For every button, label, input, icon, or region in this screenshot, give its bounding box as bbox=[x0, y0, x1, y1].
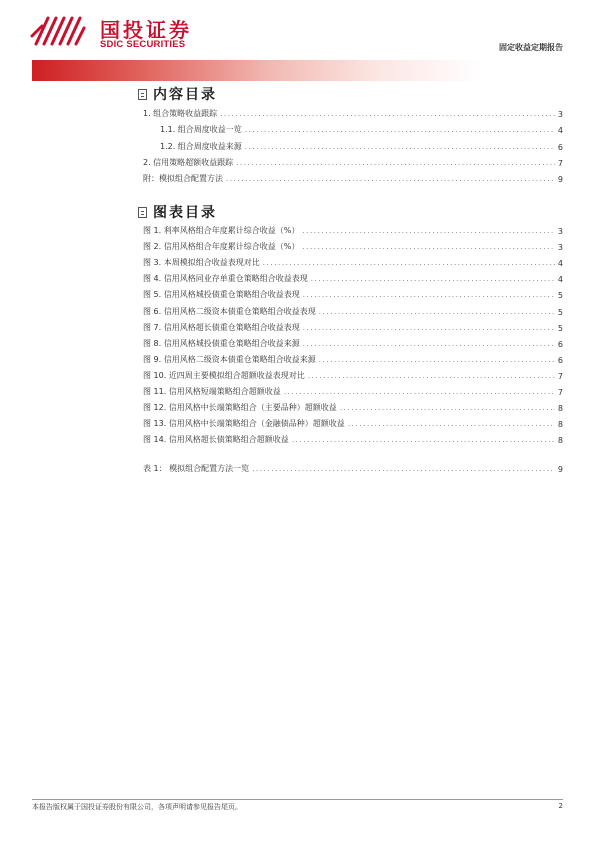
figures-title: 图表目录 bbox=[153, 205, 217, 221]
toc-entry-label: 图 1. 利率风格组合年度累计综合收益（%） bbox=[143, 226, 300, 235]
toc-entry[interactable] bbox=[143, 433, 563, 445]
toc-entry-label: 图 12. 信用风格中长端策略组合（主要品种）超额收益 bbox=[143, 403, 337, 413]
toc-entry-page: 7 bbox=[557, 158, 563, 168]
toc-entry[interactable] bbox=[143, 462, 563, 474]
sdic-logo-icon bbox=[30, 14, 88, 48]
toc-entry-label: 图 14. 信用风格超长债策略组合超额收益 bbox=[143, 435, 289, 445]
toc-leader-dots bbox=[303, 339, 555, 349]
toc-entry-page: 5 bbox=[557, 307, 563, 317]
toc-entry[interactable] bbox=[143, 172, 563, 184]
toc-leader-dots bbox=[245, 125, 555, 135]
toc-entry-page: 8 bbox=[557, 436, 563, 446]
contents-heading bbox=[138, 84, 217, 104]
toc-entry-label: 图 9. 信用风格二级资本债重仓策略组合收益来源 bbox=[143, 354, 316, 364]
toc-entry[interactable] bbox=[143, 288, 563, 300]
toc-entry-label: 图 5. 信用风格城投债重仓策略组合收益表现 bbox=[143, 290, 300, 300]
toc-leader-dots bbox=[319, 355, 555, 365]
toc-entry[interactable] bbox=[143, 224, 563, 236]
toc-entry[interactable] bbox=[143, 321, 563, 333]
toc-leader-dots bbox=[311, 274, 555, 284]
company-name-cn: 国投证券 bbox=[100, 18, 192, 42]
toc-leader-dots bbox=[284, 387, 555, 397]
toc-entry-label: 2. 信用策略超额收益跟踪 bbox=[143, 157, 234, 167]
toc-entry[interactable] bbox=[143, 417, 563, 429]
toc-entry-page: 4 bbox=[557, 126, 563, 136]
toc-entry[interactable] bbox=[143, 305, 563, 317]
toc-entry-page: 6 bbox=[557, 339, 563, 349]
toc-entry-label: 图 4. 信用风格同业存单重仓策略组合收益表现 bbox=[143, 274, 308, 284]
toc-entry-label: 附：模拟组合配置方法 bbox=[143, 174, 223, 184]
toc-leader-dots bbox=[303, 290, 555, 300]
toc-leader-dots bbox=[348, 419, 555, 429]
document-list-icon bbox=[138, 89, 147, 100]
toc-entry-label: 图 7. 信用风格超长债重仓策略组合收益表现 bbox=[143, 322, 300, 332]
toc-entry-page: 5 bbox=[557, 291, 563, 301]
toc-leader-dots bbox=[302, 226, 555, 236]
toc-leader-dots bbox=[308, 371, 555, 381]
toc-entry-page: 4 bbox=[557, 275, 563, 285]
toc-entry-page: 6 bbox=[557, 142, 563, 152]
toc-entry-label: 1. 组合策略收益跟踪 bbox=[143, 109, 218, 118]
toc-entry-page: 4 bbox=[557, 259, 563, 269]
toc-leader-dots bbox=[302, 242, 555, 252]
toc-entry[interactable] bbox=[143, 401, 563, 413]
toc-leader-dots bbox=[263, 258, 555, 268]
toc-entry-page: 6 bbox=[557, 355, 563, 365]
toc-entry-label: 1.1. 组合周度收益一览 bbox=[160, 125, 242, 135]
toc-entry-label: 图 13. 信用风格中长端策略组合（金融债品种）超额收益 bbox=[143, 419, 345, 429]
toc-leader-dots bbox=[236, 158, 555, 168]
toc-entry-label: 表 1： 模拟组合配置方法一览 bbox=[143, 464, 250, 473]
toc-entry-label: 图 6. 信用风格二级资本债重仓策略组合收益表现 bbox=[143, 306, 316, 316]
toc-entry[interactable] bbox=[143, 156, 563, 168]
toc-entry-page: 9 bbox=[557, 175, 563, 185]
toc-leader-dots bbox=[252, 464, 555, 474]
toc-entry-page: 3 bbox=[557, 227, 563, 236]
toc-entry[interactable] bbox=[143, 272, 563, 284]
toc-entry[interactable] bbox=[160, 140, 563, 152]
toc-leader-dots bbox=[340, 403, 555, 413]
contents-title: 内容目录 bbox=[153, 87, 217, 103]
company-name-en: SDIC SECURITIES bbox=[100, 39, 186, 50]
report-type-label: 固定收益定期报告 bbox=[499, 43, 563, 52]
toc-entry[interactable] bbox=[143, 385, 563, 397]
toc-entry-label: 1.2. 组合周度收益来源 bbox=[160, 141, 242, 151]
figures-heading bbox=[138, 202, 217, 222]
document-list-icon bbox=[138, 207, 147, 218]
toc-entry[interactable] bbox=[143, 107, 563, 119]
toc-entry-page: 8 bbox=[557, 420, 563, 430]
toc-entry-page: 7 bbox=[557, 371, 563, 381]
footer-divider bbox=[32, 799, 563, 800]
toc-entry-label: 图 2. 信用风格组合年度累计综合收益（%） bbox=[143, 242, 300, 252]
toc-leader-dots bbox=[226, 174, 555, 184]
toc-entry-label: 图 3. 本周模拟组合收益表现对比 bbox=[143, 258, 260, 268]
toc-entry[interactable] bbox=[143, 353, 563, 365]
footer-disclaimer: 本报告版权属于国投证券股份有限公司，各项声明请参见报告尾页。 bbox=[32, 803, 242, 811]
toc-leader-dots bbox=[303, 323, 555, 333]
toc-entry-page: 9 bbox=[557, 465, 563, 474]
toc-entry-page: 3 bbox=[557, 110, 563, 119]
toc-entry[interactable] bbox=[143, 337, 563, 349]
toc-entry-page: 3 bbox=[557, 243, 563, 253]
toc-entry[interactable] bbox=[160, 123, 563, 135]
toc-leader-dots bbox=[292, 435, 555, 445]
toc-leader-dots bbox=[245, 142, 555, 152]
toc-entry-page: 5 bbox=[557, 323, 563, 333]
toc-entry-label: 图 8. 信用风格城投债重仓策略组合收益来源 bbox=[143, 338, 300, 348]
toc-leader-dots bbox=[319, 307, 555, 317]
toc-entry[interactable] bbox=[143, 256, 563, 268]
toc-entry-page: 8 bbox=[557, 404, 563, 414]
toc-entry[interactable] bbox=[143, 240, 563, 252]
header-gradient-bar bbox=[32, 60, 563, 81]
toc-entry[interactable] bbox=[143, 369, 563, 381]
page-number: 2 bbox=[558, 802, 563, 810]
toc-leader-dots bbox=[220, 109, 555, 119]
toc-entry-label: 图 10. 近四周主要模拟组合超额收益表现对比 bbox=[143, 370, 305, 380]
toc-entry-label: 图 11. 信用风格短端策略组合超额收益 bbox=[143, 387, 281, 396]
toc-entry-page: 7 bbox=[557, 388, 563, 397]
